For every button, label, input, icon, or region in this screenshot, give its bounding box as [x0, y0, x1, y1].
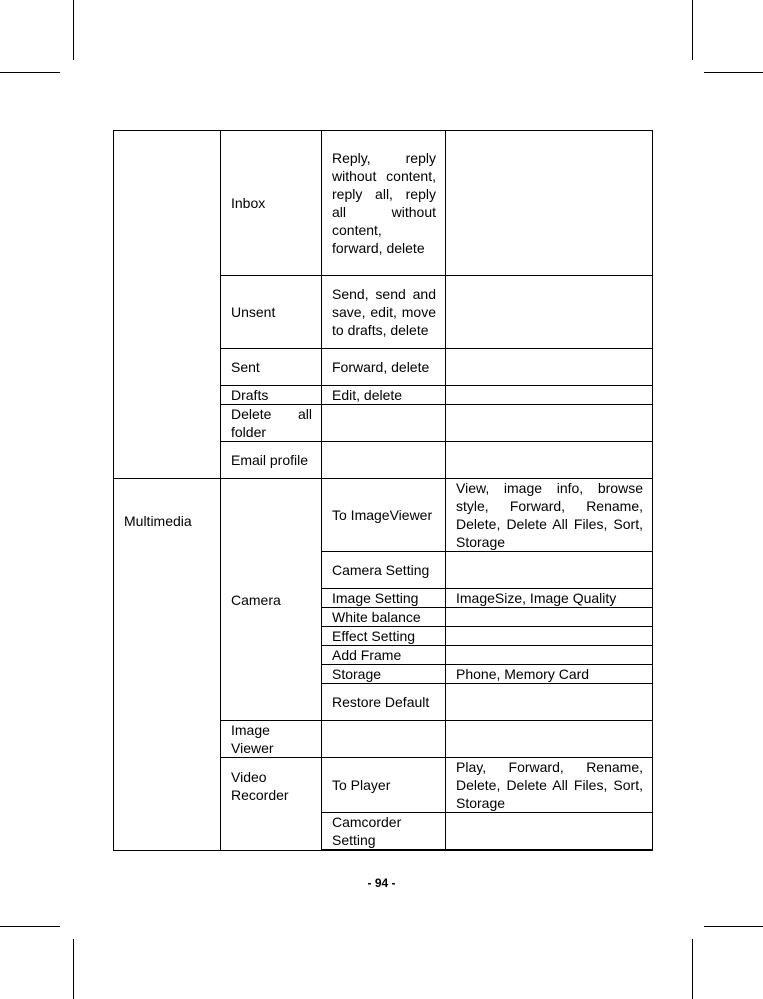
options-cell: Reply, reply without content, reply all, reply all without content, forward, delete	[322, 131, 446, 276]
page-number: - 94 -	[367, 876, 396, 890]
menu-item-sent: Sent	[221, 349, 322, 386]
detail-cell	[446, 646, 653, 665]
menu-item-email-profile: Email profile	[221, 442, 322, 479]
menu-item-inbox: Inbox	[221, 131, 322, 276]
menu-item-camera: Camera	[221, 479, 322, 721]
detail-cell	[446, 608, 653, 627]
crop-mark	[0, 72, 60, 73]
options-cell: Forward, delete	[322, 349, 446, 386]
options-cell	[322, 405, 446, 442]
crop-mark	[692, 0, 693, 60]
detail-cell: Play, Forward, Rename, Delete, Delete All Files, Sort, Storage	[446, 758, 653, 813]
crop-mark	[73, 0, 74, 60]
submenu-item: Image Setting	[322, 589, 446, 608]
options-cell: Send, send and save, edit, move to drafts, delete	[322, 276, 446, 349]
detail-cell	[446, 627, 653, 646]
detail-cell	[446, 813, 653, 851]
detail-cell	[446, 349, 653, 386]
detail-cell: Phone, Memory Card	[446, 665, 653, 684]
submenu-item: Restore Default	[322, 684, 446, 721]
crop-mark	[692, 939, 693, 999]
menu-item-drafts: Drafts	[221, 386, 322, 405]
category-cell-empty	[114, 131, 221, 479]
menu-item-delete-all-folder: Delete all folder	[221, 405, 322, 442]
submenu-item: Storage	[322, 665, 446, 684]
detail-cell	[446, 552, 653, 589]
menu-item-image-viewer: Image Viewer	[221, 721, 322, 758]
table-row	[114, 131, 653, 276]
crop-mark	[0, 926, 60, 927]
submenu-item: Camera Setting	[322, 552, 446, 589]
options-cell	[322, 442, 446, 479]
submenu-item: White balance	[322, 608, 446, 627]
submenu-item: Effect Setting	[322, 627, 446, 646]
table-row	[114, 479, 653, 552]
detail-cell	[446, 386, 653, 405]
crop-mark	[704, 926, 763, 927]
detail-cell	[446, 405, 653, 442]
submenu-item: To Player	[322, 758, 446, 813]
detail-cell	[446, 442, 653, 479]
detail-cell	[446, 684, 653, 721]
options-cell: Edit, delete	[322, 386, 446, 405]
detail-cell	[446, 276, 653, 349]
detail-cell: View, image info, browse style, Forward, Rename, Delete, Delete All Files, Sort, Storage	[446, 479, 653, 552]
category-multimedia: Multimedia	[114, 479, 221, 851]
detail-cell: ImageSize, Image Quality	[446, 589, 653, 608]
submenu-item: Add Frame	[322, 646, 446, 665]
detail-cell	[446, 721, 653, 758]
submenu-item	[322, 721, 446, 758]
menu-item-unsent: Unsent	[221, 276, 322, 349]
menu-spec-table	[113, 130, 653, 851]
menu-item-video-recorder: Video Recorder	[221, 758, 322, 851]
crop-mark	[73, 939, 74, 999]
detail-cell	[446, 131, 653, 276]
crop-mark	[704, 72, 763, 73]
submenu-item: To ImageViewer	[322, 479, 446, 552]
submenu-item: Camcorder Setting	[322, 813, 446, 851]
